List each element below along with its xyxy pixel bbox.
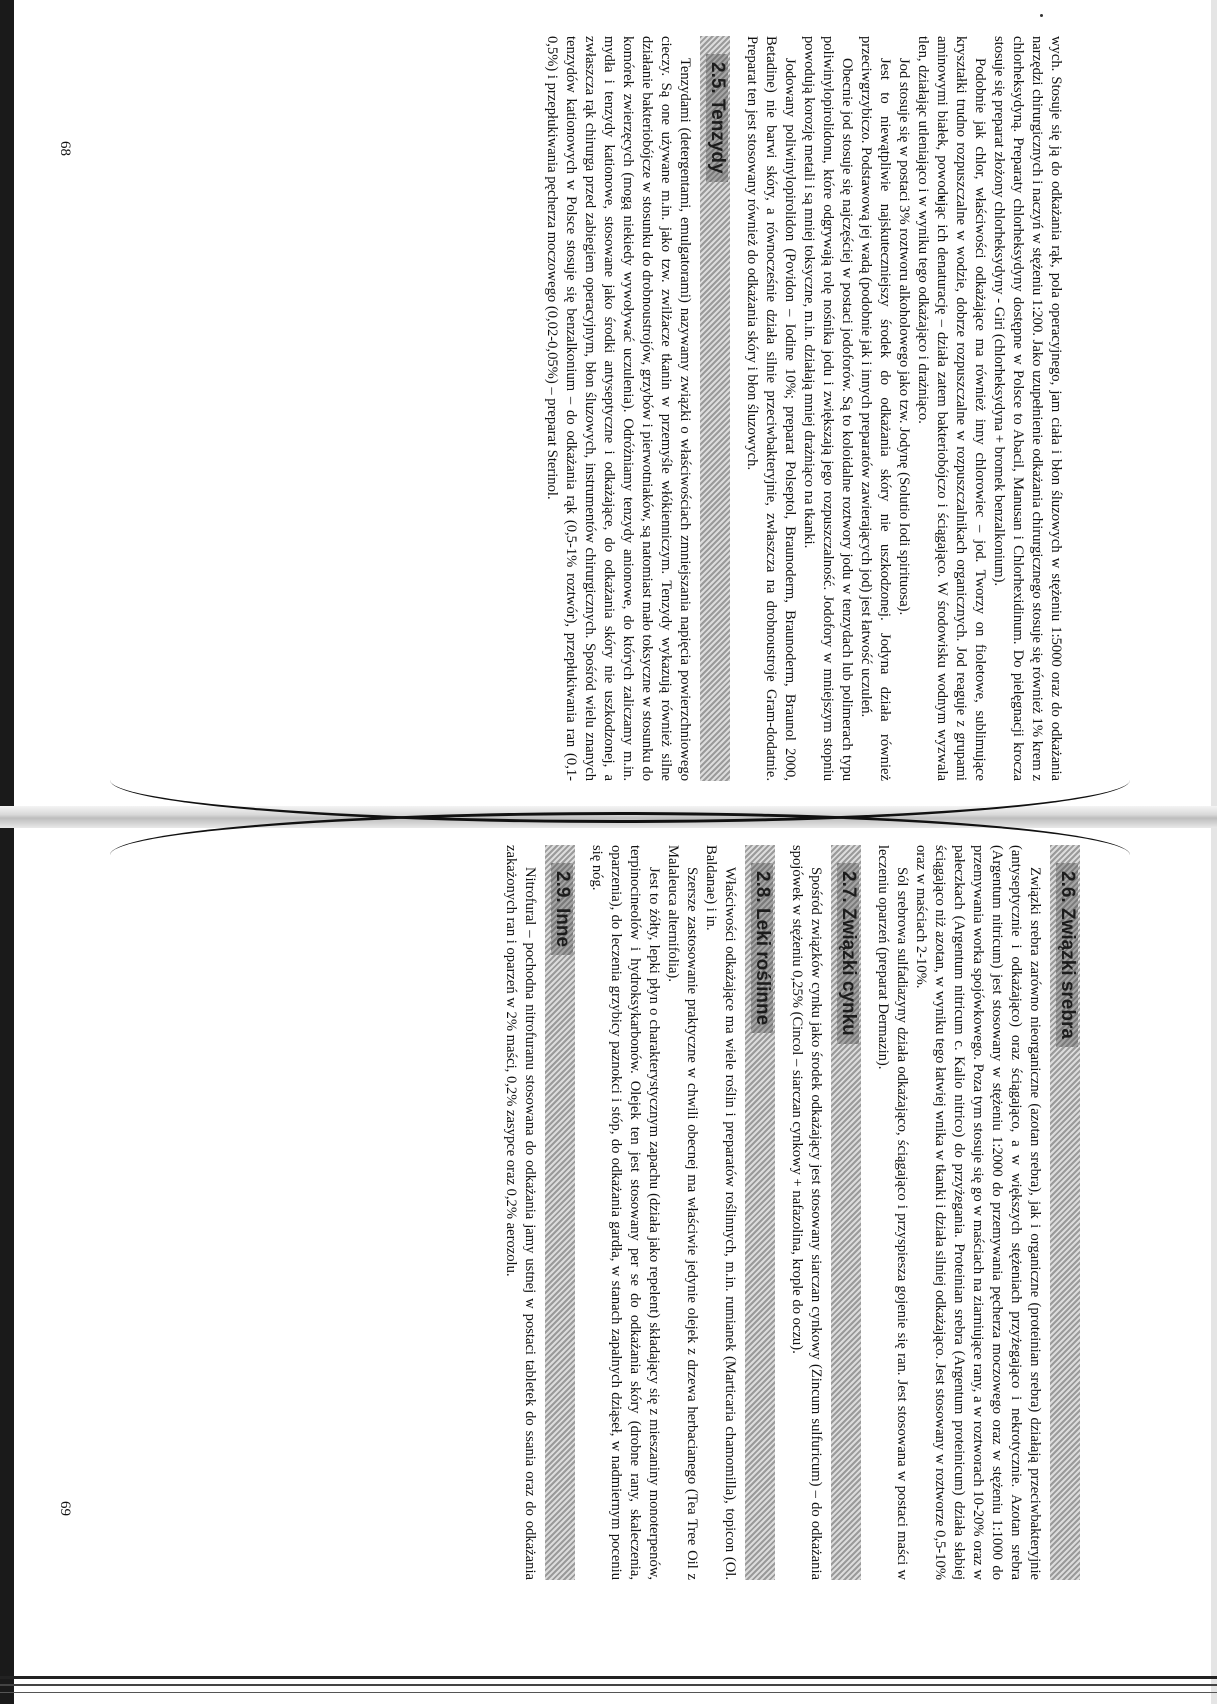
paragraph: Tenzydami (detergentami, emulgatorami) nazywamy związki o właściwościach zmniejszania napięcia powierzchniowego cieczy. Są one używane m.in. jako tzw. zwilżacze tkanin w przemyśle włókienniczym. Tenzydy wykazują również silne działanie bakteriobójcze w stosunku do drobnoustrojów, grzybów i pierwotniaków, są natomiast mało toksyczne w stosunku do komórek zwierzęcych (mogą niekiedy wywoływać uczulenia). Odróżniamy tenzydy anionowe, do których zaliczamy m.in. mydła i tenzydy kationowe, stosowane jako środki antyseptyczne i odkażające, do odkażania skóry nie uszkodzonej, a zwłaszcza rąk chirurga przed zabiegiem operacyjnym, błon śluzowych, instrumentów chirurgicznych. Spośród wielu znanych tenzydów kationowych w Polsce stosuje się benzalkonium – do odkażania rąk (0,5-1% roztwór), przepłukiwania ran (0,1-0,5%) i przepłukiwania pęcherza moczowego (0,02-0,05%) – preparat Sterinol. — [544, 36, 693, 781]
paragraph: Obecnie jod stosuje się najczęściej w postaci jodoforów. Są to koloidalne roztwory jodu w tenzydach lub polimerach typu poliwinylopirolidonu, które odgrywają rolę nośnika jodu i zwiększają jego rozpuszczalność. Jodofory w mniejszym stopniu powodują korozję metali i są mniej toksyczne, m.in. działają mniej drażniąco na tkanki. — [801, 36, 855, 781]
section-banner-cynk — [831, 845, 861, 1580]
scan-edge-line — [0, 1676, 1217, 1679]
section-banner-tenzydy — [700, 36, 730, 781]
section-title: 2.5. Tenzydy — [706, 54, 728, 182]
paragraph: Właściwości odkażające ma wiele roślin i preparatów roślinnych, m.in. rumianek (Marticaria chamomilla), topicon (Ol. Baldanae) i in. — [703, 845, 738, 1580]
paragraph: Sól srebrowa sulfadiazyny działa odkażająco, ściągająco i przyspiesza gojenie się ran. Jest stosowana w postaci maści w leczeniu oparzeń (preparat Dermazin). — [875, 845, 910, 1580]
scan-edge-line — [0, 1692, 1217, 1693]
paragraph: wych. Stosuje się ją do odkażania rąk, pola operacyjnego, jam ciała i błon śluzowych w stężeniu 1:5000 oraz do odkażania narzędzi chirurgicznych i naczyń w stężeniu 1:200. Jako uzupełnienie odkażania chirurgicznego stosuje się również 1% krem z chlorheksydyną. Preparaty chlorheksydyny dostępne w Polsce to Abacil, Manusan i Chlorhexidinum. Do pielęgnacji krocza stosuje się preparat złożony chlorheksydyny - Giri (chlorheksydyna + bromek benzalkonium). — [991, 36, 1064, 781]
paragraph: Szersze zastosowanie praktyczne w chwili obecnej ma właściwie jedynie olejek z drzewa herbacianego (Tea Tree Oil z Malaleuca alternifolia). — [665, 845, 700, 1580]
paragraph: Jest to żółty, lepki płyn o charakterystycznym zapachu (działa jako repelent) składający się z mieszaniny monoterpenów, terpinocineolów i hydroksykarbonów. Olejek ten jest stosowany per se do odkażania skóry (drobne rany, skaleczenia, oparzenia), do leczenia grzybicy paznokci i stóp, do odkażania gardła, w stanach zapalnych dziąseł, w nadmiernym poceniu się nóg. — [589, 845, 662, 1580]
section-title: 2.8. Leki roślinne — [751, 863, 773, 1033]
scan-border-left — [0, 0, 14, 1704]
section-banner-srebro — [1050, 845, 1080, 1580]
paragraph: Nitrofural – pochodna nitrofuranu stosowana do odkażania jamy ustnej w postaci tabletek do ssania oraz do odkażania zakażonych ran i oparzeń w 2% maści, 0,2% zasypce oraz 0,2% aerozolu. — [503, 845, 538, 1580]
section-title: 2.6. Związki srebra — [1056, 863, 1078, 1047]
section-banner-inne — [545, 845, 575, 1580]
paragraph: Spośród związków cynku jako środek odkażający jest stosowany siarczan cynkowy (Zincum sulfuricum) – do odkażania spojówek w stężeniu 0,25% (Cincol – siarczan cynkowy + nafazolina, krople do oczu). — [789, 845, 824, 1580]
paragraph: Jod stosuje się w postaci 3% roztworu alkoholowego jako tzw. Jodynę (Solutio Iodi spirituosa). — [896, 58, 912, 616]
section-title: 2.7. Związki cynku — [837, 863, 859, 1044]
page-68 — [80, 36, 1065, 781]
paragraph: Podobnie jak chlor, właściwości odkażające ma również inny chlorowiec – jod. Tworzy on fioletowe, sublimujące kryształki trudno rozpuszczalne w wodzie, dobrze rozpuszczalne w rozpuszczalnikach organicznych. Jod reaguje z grupami aminowymi białek, powodując ich denaturację – działa zatem bakteriobójczo i ściągająco. W środowisku wodnym wyzwala tlen, działając utleniająco i w wyniku tego odkażająco i drażniąco. — [915, 36, 988, 781]
page-number-69: 69 — [57, 1501, 73, 1516]
paragraph: Jodowany poliwinylopirolidon (Povidon – Iodine 10%; preparat Polseptol, Braunoderm, Braunoderm, Braunol 2000, Betadine) nie barwi skóry, a równocześnie działa silnie przeciwbakteryjnie, zwłaszcza na drobnoustroje Gram-dodatnie. Preparat ten jest stosowany również do odkażania skóry i błon śluzowych. — [744, 36, 798, 781]
section-title: 2.9. Inne — [551, 863, 573, 955]
paragraph: Związki srebra zarówno nieorganiczne (azotan srebra), jak i organiczne (proteinian srebra) działają przeciwbakteryjnie (antyseptycznie i odkażająco) oraz ściągająco, a w większych stężeniach przyżegająco i nekrotycznie. Azotan srebra (Argentum nitricum) jest stosowany w stężeniu 1:2000 do przemywania pęcherza moczowego oraz w stężeniu 1:1000 do przemywania worka spojówkowego. Poza tym stosuje się go w maściach na ziarniujące rany, a w roztworach 10-20% oraz w pałeczkach (Argentum nitricum c. Kalio nitrico) do przyżegania. Proteinian srebra (Argentum proteinicum) działa słabiej ściągająco niż azotan, w wyniku tego łatwiej wnika w tkanki i działa silniej odkażająco. Jest stosowany w roztworze 0,5-10% oraz w maściach 2-10%. — [913, 845, 1043, 1580]
scan-border-right — [1211, 0, 1217, 1704]
paragraph: Jest to niewątpliwie najskuteczniejszy środek do odkażania skóry nie uszkodzonej. Jodyna działa również przeciwgrzybiczo. Podstawową jej wadą (podobnie jak i innych preparatów zawierających jod) jest łatwość uczuleń. — [858, 36, 893, 781]
section-banner-leki-roslinne — [745, 845, 775, 1580]
page-69 — [110, 845, 1080, 1580]
page-number-68: 68 — [57, 141, 73, 156]
scan-edge-line — [0, 1684, 1217, 1686]
scan-speck — [1040, 14, 1043, 17]
